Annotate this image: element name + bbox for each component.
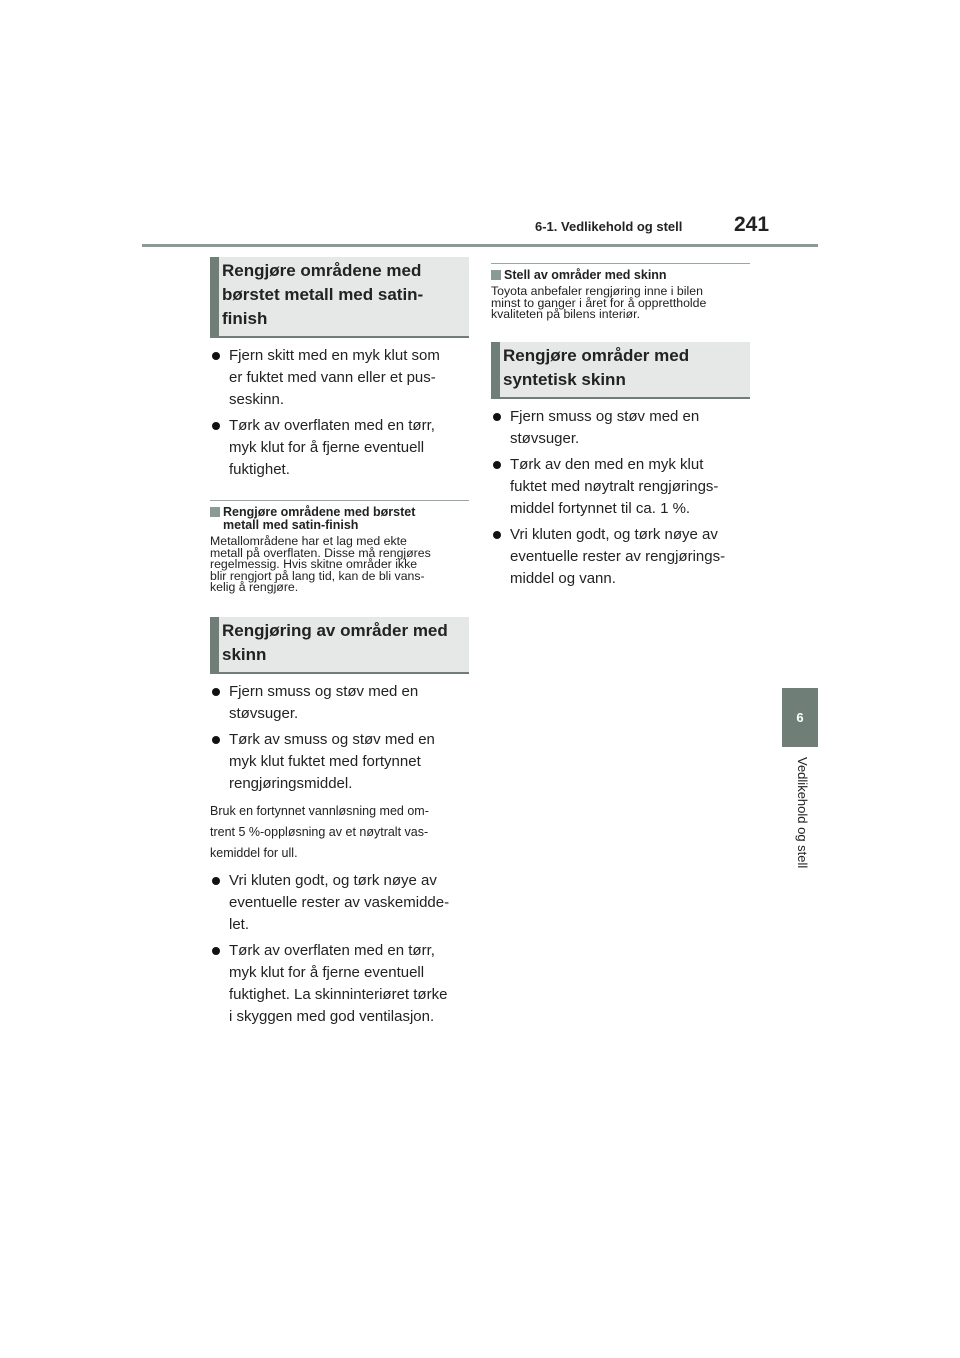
header-divider — [142, 244, 818, 247]
text-line: middel fortynnet til ca. 1 %. — [510, 499, 691, 517]
chapter-label: Vedlikehold og stell — [795, 757, 810, 869]
bullet-list-synthetic — [491, 406, 750, 590]
bullet-icon — [493, 461, 501, 469]
text-line: eventuelle rester av vaskemidde- — [229, 893, 450, 911]
text-line: fuktighet. La skinninteriøret tørke — [229, 985, 448, 1003]
text-line: Stell av områder med skinn — [504, 268, 667, 282]
chapter-tab — [782, 688, 818, 747]
bullet-icon — [212, 422, 220, 430]
bullet-icon — [212, 736, 220, 744]
text-line: metall med satin-finish — [223, 518, 359, 532]
heading-synthetic-leather — [491, 342, 750, 399]
heading-line: finish — [222, 309, 268, 328]
subheading-brushed-metal — [210, 506, 469, 532]
section-title: 6-1. Vedlikehold og stell — [535, 219, 683, 234]
list-item — [210, 940, 469, 1028]
heading-line: Rengjøre områdene med — [222, 261, 422, 280]
list-item — [491, 524, 750, 590]
text-line: Tørk av smuss og støv med en — [229, 730, 435, 748]
bullet-list-leather-2 — [210, 870, 469, 1028]
bullet-icon — [212, 947, 220, 955]
heading-line: Rengjøring av områder med — [222, 620, 448, 640]
heading-leather — [210, 617, 469, 674]
subsection-divider — [210, 500, 469, 501]
text-line: Toyota anbefaler rengjøring inne i bilen — [491, 284, 703, 298]
text-line: er fuktet med vann eller et pus- — [229, 369, 436, 386]
text-line: Tørk av overflaten med en tørr, — [229, 941, 435, 959]
subtext-brushed-metal — [210, 536, 469, 594]
text-line: kvaliteten på bilens interiør. — [491, 307, 641, 321]
list-item — [210, 681, 469, 725]
bullet-icon — [212, 877, 220, 885]
text-line: myk klut for å fjerne eventuell — [229, 439, 425, 456]
text-line: Tørk av overflaten med en tørr, — [229, 417, 435, 434]
text-line: Rengjøre områdene med børstet — [223, 505, 416, 519]
text-line: Vri kluten godt, og tørk nøye av — [229, 871, 437, 889]
page-number: 241 — [734, 213, 770, 236]
text-line: fuktet med nøytralt rengjørings- — [510, 477, 719, 495]
list-item — [210, 870, 469, 936]
bullet-icon — [493, 531, 501, 539]
text-line: Tørk av den med en myk klut — [510, 455, 704, 473]
list-item — [210, 729, 469, 795]
left-column — [210, 257, 469, 1028]
text-line: middel og vann. — [510, 569, 616, 587]
list-item — [210, 415, 469, 481]
subheading-leather-care — [491, 269, 750, 282]
chapter-number: 6 — [796, 710, 804, 725]
text-line: Fjern smuss og støv med en — [510, 407, 700, 425]
note-leather — [210, 801, 469, 864]
bullet-list-brushed-metal — [210, 345, 469, 481]
heading-line: Rengjøre områder med — [503, 345, 690, 365]
bullet-icon — [493, 413, 501, 421]
heading-line: børstet metall med satin- — [222, 285, 424, 304]
text-line: regelmessig. Hvis skitne områder ikke — [210, 557, 418, 571]
text-line: let. — [229, 915, 250, 933]
list-item — [491, 454, 750, 520]
text-line: fuktighet. — [229, 461, 290, 478]
square-bullet-icon — [491, 270, 501, 280]
text-line: Fjern skitt med en myk klut som — [229, 347, 440, 364]
text-line: Fjern smuss og støv med en — [229, 682, 419, 700]
text-line: Bruk en fortynnet vannløsning med om- — [210, 803, 429, 818]
text-line: kelig å rengjøre. — [210, 580, 299, 594]
text-line: minst to ganger i året for å opprettholde — [491, 295, 707, 310]
text-line: myk klut for å fjerne eventuell — [229, 963, 425, 981]
bullet-list-leather — [210, 681, 469, 795]
right-column — [491, 263, 750, 590]
bullet-icon — [212, 352, 220, 360]
text-line: blir rengjort på lang tid, kan de bli vans- — [210, 568, 425, 583]
text-line: seskinn. — [229, 391, 285, 408]
text-line: kemiddel for ull. — [210, 845, 298, 860]
text-line: i skyggen med god ventilasjon. — [229, 1007, 435, 1025]
subsection-divider — [491, 263, 750, 264]
square-bullet-icon — [210, 507, 220, 517]
subtext-leather-care — [491, 286, 750, 321]
text-line: støvsuger. — [510, 429, 580, 447]
heading-line: skinn — [222, 644, 267, 664]
list-item — [210, 345, 469, 411]
list-item — [491, 406, 750, 450]
text-line: rengjøringsmiddel. — [229, 774, 353, 792]
text-line: eventuelle rester av rengjørings- — [510, 547, 726, 565]
text-line: støvsuger. — [229, 704, 299, 722]
heading-brushed-metal — [210, 257, 469, 338]
bullet-icon — [212, 688, 220, 696]
text-line: metall på overflaten. Disse må rengjøres — [210, 545, 431, 560]
text-line: Metallområdene har et lag med ekte — [210, 534, 407, 548]
text-line: myk klut fuktet med fortynnet — [229, 752, 421, 770]
text-line: trent 5 %-oppløsning av et nøytralt vas- — [210, 824, 429, 839]
text-line: Vri kluten godt, og tørk nøye av — [510, 525, 718, 543]
heading-line: syntetisk skinn — [503, 369, 626, 389]
